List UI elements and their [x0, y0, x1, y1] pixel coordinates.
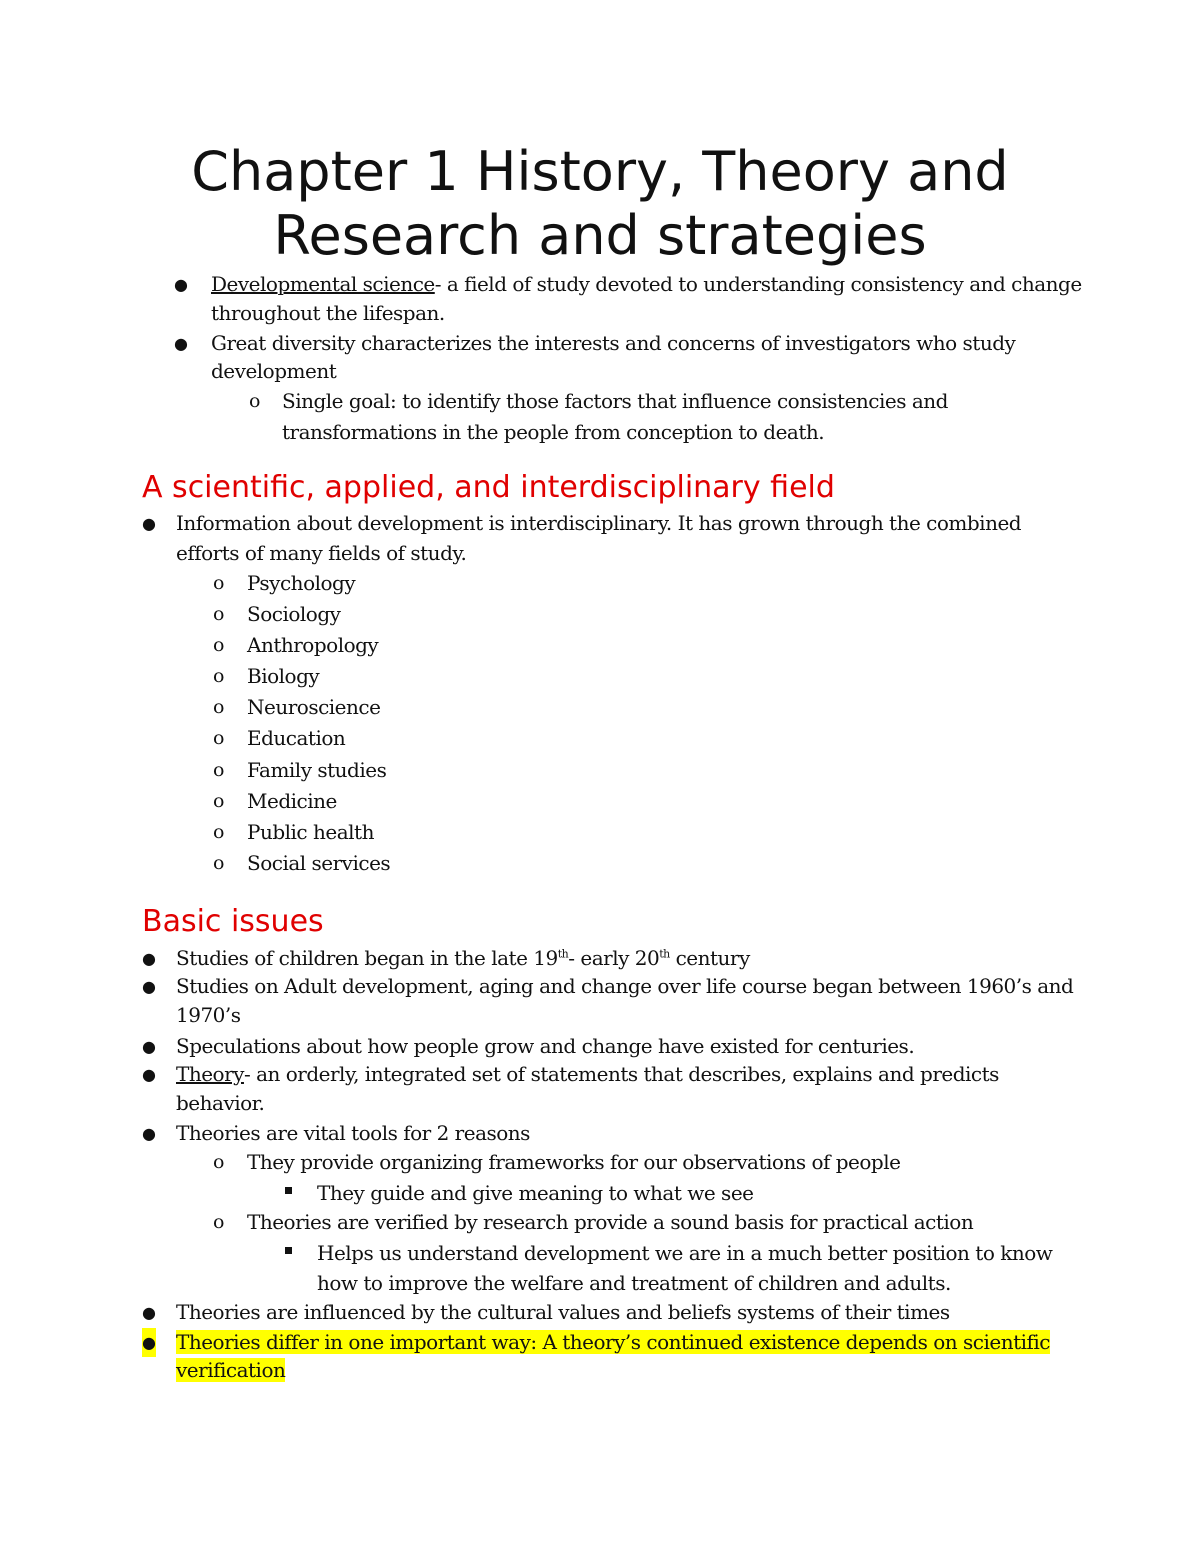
- sub-item-frameworks: They provide organizing frameworks for our observations of people: [247, 1150, 901, 1174]
- circle-bullet-icon: o: [213, 821, 225, 843]
- list-item-continuation: 1970’s: [176, 1003, 241, 1027]
- page-title: [0, 140, 1200, 268]
- field-item: Social services: [247, 851, 391, 875]
- sub-sub-item-helps: Helps us understand development we are in a much better position to know: [317, 1241, 1053, 1265]
- circle-bullet-icon: o: [213, 727, 225, 749]
- field-item: Neuroscience: [247, 695, 381, 719]
- list-item-speculations: Speculations about how people grow and change have existed for centuries.: [176, 1034, 915, 1058]
- field-item: Medicine: [247, 789, 337, 813]
- bullet-icon: ●: [142, 514, 156, 533]
- circle-bullet-icon: o: [213, 634, 225, 656]
- bullet-icon: ●: [142, 1124, 156, 1143]
- list-item-adult-development: Studies on Adult development, aging and change over life course began between 1960’s and: [176, 974, 1074, 998]
- circle-bullet-icon: o: [213, 572, 225, 594]
- sub-item-verified: Theories are verified by research provide a sound basis for practical action: [247, 1210, 974, 1234]
- sub-sub-item-guide: They guide and give meaning to what we see: [317, 1181, 754, 1205]
- sub-item-single-goal: Single goal: to identify those factors that influence consistencies and: [282, 389, 948, 413]
- list-item-highlighted-differ: Theories differ in one important way: A theory’s continued existence depends on scientific: [176, 1330, 1051, 1354]
- list-item-interdisciplinary: Information about development is interdisciplinary. It has grown through the combined: [176, 511, 1022, 535]
- circle-bullet-icon: o: [213, 696, 225, 718]
- circle-bullet-icon: o: [213, 852, 225, 874]
- bullet-icon: ●: [142, 1303, 156, 1322]
- list-item-continuation: development: [211, 359, 337, 383]
- circle-bullet-icon: o: [213, 759, 225, 781]
- bullet-icon: ●: [174, 275, 188, 294]
- circle-bullet-icon: o: [213, 603, 225, 625]
- title-line-1: Chapter 1 History, Theory and: [191, 140, 1009, 203]
- field-item: Education: [247, 726, 346, 750]
- bullet-icon: ●: [174, 334, 188, 353]
- bullet-icon: ●: [142, 977, 156, 996]
- list-item-studies-children: Studies of children began in the late 19th- early 20th century: [176, 946, 750, 970]
- bullet-icon: ●: [142, 1065, 156, 1084]
- list-item-continuation: behavior.: [176, 1091, 265, 1115]
- term-theory: Theory: [176, 1062, 244, 1086]
- list-item-vital-tools: Theories are vital tools for 2 reasons: [176, 1121, 530, 1145]
- list-item-continuation: throughout the lifespan.: [211, 301, 445, 325]
- title-line-2: Research and strategies: [273, 204, 927, 267]
- list-item-continuation: efforts of many fields of study.: [176, 541, 467, 565]
- bullet-icon: ●: [142, 1328, 156, 1357]
- section-heading-basic-issues: Basic issues: [142, 904, 324, 939]
- field-item: Psychology: [247, 571, 356, 595]
- list-item-developmental-science: Developmental science- a field of study devoted to understanding consistency and change: [211, 272, 1082, 296]
- list-item-theory: Theory- an orderly, integrated set of statements that describes, explains and predicts: [176, 1062, 999, 1086]
- field-item: Biology: [247, 664, 320, 688]
- term-developmental-science: Developmental science: [211, 272, 435, 296]
- section-heading-interdisciplinary: A scientific, applied, and interdisciplinary field: [142, 470, 835, 505]
- field-item: Anthropology: [247, 633, 379, 657]
- list-item-highlighted-continuation: verification: [176, 1358, 286, 1382]
- square-bullet-icon: [285, 1187, 292, 1194]
- circle-bullet-icon: o: [213, 1211, 225, 1233]
- bullet-icon: ●: [142, 1037, 156, 1056]
- circle-bullet-icon: o: [249, 390, 261, 412]
- sub-sub-item-continuation: how to improve the welfare and treatment of children and adults.: [317, 1271, 951, 1295]
- field-item: Public health: [247, 820, 374, 844]
- field-item: Family studies: [247, 758, 387, 782]
- sub-item-continuation: transformations in the people from conception to death.: [282, 420, 825, 444]
- bullet-icon: ●: [142, 949, 156, 968]
- list-item-cultural-values: Theories are influenced by the cultural values and beliefs systems of their times: [176, 1300, 950, 1324]
- circle-bullet-icon: o: [213, 665, 225, 687]
- circle-bullet-icon: o: [213, 790, 225, 812]
- circle-bullet-icon: o: [213, 1151, 225, 1173]
- square-bullet-icon: [285, 1247, 292, 1254]
- field-item: Sociology: [247, 602, 341, 626]
- list-item-diversity: Great diversity characterizes the interests and concerns of investigators who study: [211, 331, 1016, 355]
